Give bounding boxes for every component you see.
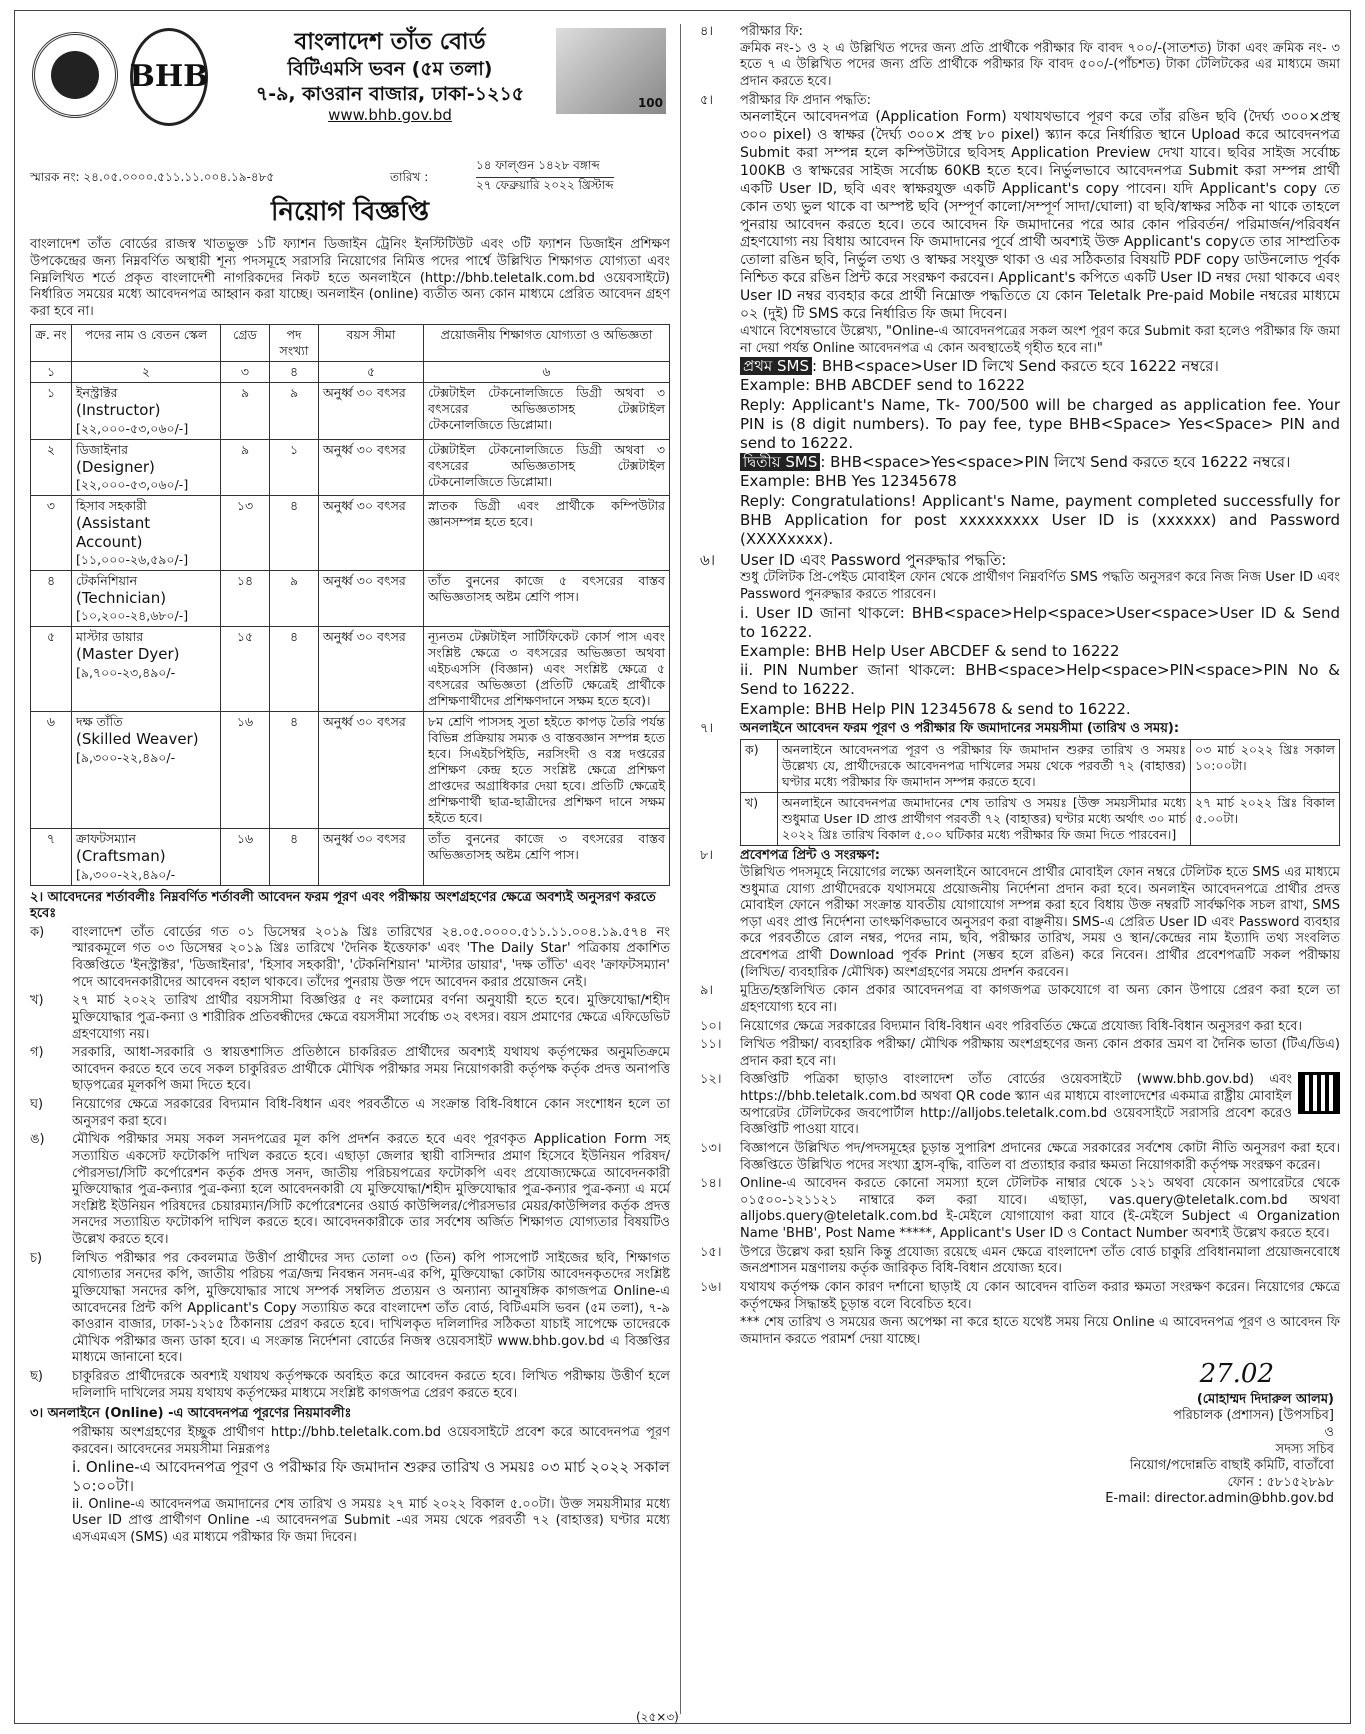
condition-text: ২৭ মার্চ ২০২২ তারিখ প্রার্থীর বয়সসীমা বিজ্ঞপ্তির ৫ নং কলামের বর্ণনা অনুযায়ী হতে হবে। মুক্তিযোদ্ধা/শহীদ মুক্তিযোদ্ধার পুত্র-কন্যা ও শারীরিক প্রতিবন্ধীদের ক্ষেত্রে বয়সসীমা সর্বোচ্চ ৩২ বৎসর। বয়স প্রমাণের ক্ষেত্রে এফিডেভিট গ্রহণযোগ্য নয়।: [72, 993, 670, 1042]
cell-post: [72, 829, 221, 885]
section-number: ৮।: [700, 848, 714, 864]
section11: [700, 1037, 1340, 1070]
sms2-block: [740, 453, 1340, 472]
post-name-en: (Assistant Account): [76, 513, 151, 551]
signature-block: [700, 1358, 1340, 1508]
date-label: তারিখ :: [390, 170, 429, 184]
condition-item: [30, 1369, 670, 1402]
table-header-row: [31, 325, 670, 362]
cell-qualification: তাঁত বুননের কাজে ৫ বৎসরের বাস্তব অভিজ্ঞতাসহ অষ্টম শ্রেণি পাস।: [424, 571, 670, 627]
closing-note: *** শেষ তারিখ ও সময়ের জন্য অপেক্ষা না করে হাতে যথেষ্ট সময় নিয়ে Online এ আবেদনপত্র পূরণ ও আবেদন ফি জমাদান করতে পরামর্শ দেয়া যাচ্ছে।: [740, 1315, 1340, 1347]
post-scale: [১১,০০০-২৬,৫৯০/-]: [76, 552, 189, 568]
condition-item: [30, 993, 670, 1043]
col-header-count: পদ সংখ্যা: [270, 325, 319, 362]
section-number: ১০।: [700, 1018, 722, 1034]
signatory-email[interactable]: E-mail: director.admin@bhb.gov.bd: [1105, 1491, 1334, 1507]
condition-item: [30, 925, 670, 992]
post-name-en: (Craftsman): [76, 847, 166, 866]
condition-text: চাকুরিরত প্রার্থীদেরকে অবশ্যই যথাযথ কর্তৃপক্ষকে অবহিত করে আবেদন করতে হবে। লিখিত পরীক্ষায় উত্তীর্ণ হলে দলিলাদি দাখিলের সময় যথাযথ কর্তৃপক্ষের মাধ্যমে সংশ্লিষ্ট কাগজপত্র প্রেরণ করতে হবে।: [72, 1369, 670, 1401]
sms2-reply: Reply: Congratulations! Applicant's Name, payment completed successfully for BHB Application for post xxxxxxxxx User ID is (xxxxxx) and Password (XXXXxxxx).: [740, 491, 1340, 548]
post-scale: [২২,০০০-৫৩,০৬০/-]: [76, 476, 189, 492]
condition-number: ছ): [30, 1369, 43, 1385]
cell-count: ৪: [270, 829, 319, 885]
sms1-text: : BHB<space>User ID লিখে Send করতে হবে 16222 নম্বরে।: [812, 357, 1219, 376]
section5-heading: পরীক্ষার ফি প্রদান পদ্ধতি:: [740, 92, 872, 108]
signatory-role: সদস্য সচিব: [1275, 1441, 1334, 1457]
signatory-committee: নিয়োগ/পদোন্নতি বাছাই কমিটি, বাতাঁবো: [1129, 1458, 1334, 1474]
condition-text: নিয়োগের ক্ষেত্রে সরকারের বিদ্যমান বিধি-বিধান এবং পরবর্তীতে এ সংক্রান্ত বিধি-বিধানে কোন সংশোধন হলে তা অনুসরণ করা হবে।: [72, 1097, 670, 1129]
post-scale: [১০,২০০-২৪,৬৮০/-]: [76, 608, 189, 624]
date-gregorian: ২৭ ফেব্রুয়ারি ২০২২ খ্রিস্টাব্দ: [476, 178, 614, 192]
index-cell: ১: [31, 362, 72, 383]
section11-text: লিখিত পরীক্ষা/ ব্যবহারিক পরীক্ষা/ মৌখিক পরীক্ষায় অংশগ্রহণের জন্য কোন প্রকার ভ্রমণ বা দৈনিক ভাতা (টিএ/ডিএ) প্রদান করা হবে না।: [740, 1037, 1340, 1069]
table-row: [31, 383, 670, 439]
section8: [700, 848, 1340, 981]
condition-item: [30, 1097, 670, 1130]
timeline-row: [741, 793, 1340, 846]
cell-post: [72, 571, 221, 627]
cell-serial: ১: [31, 383, 72, 439]
section2-items: [30, 925, 670, 1403]
cell-age: অনুর্ধ্ব ৩০ বৎসর: [319, 571, 424, 627]
cell-grade: ১৬: [221, 712, 270, 829]
post-name-en: (Technician): [76, 589, 167, 608]
section3-intro: পরীক্ষায় অংশগ্রহণের ইচ্ছুক প্রার্থীগণ http://bhb.teletalk.com.bd ওয়েবসাইটে প্রবেশ করে আবেদনপত্র পূরণ করবেন। আবেদনের সময়সীমা নিম্নরূপঃ: [72, 1424, 670, 1457]
section6: [700, 551, 1340, 719]
cell-age: অনুর্ধ্ব ৩০ বৎসর: [319, 712, 424, 829]
sms1-example: Example: BHB ABCDEF send to 16222: [740, 376, 1026, 395]
intro-paragraph: বাংলাদেশ তাঁত বোর্ডের রাজস্ব খাতভুক্ত ১টি ফ্যাশন ডিজাইন ট্রেনিং ইনস্টিটিউট এবং ৩টি ফ্যাশন ডিজাইন প্রশিক্ষণ উপকেন্দ্রের জন্য নিম্নবর্ণিত অস্থায়ী শূন্য পদসমূহে সরাসরি নিয়োগের নিমিত্ত পদের পার্শ্বে উল্লিখিত শিক্ষাগত যোগ্যতা এবং নিম্নলিখিত শর্তে প্রকৃত বাংলাদেশী নাগরিকদের নিকট হতে অনলাইনে (http://bhb.teletalk.com.bd ওয়েবসাইটে) নির্ধারিত সময়ের মধ্যে আবেদনপত্র আহ্বান করা যাচ্ছে। অনলাইন (online) ব্যতীত অন্য কোন মাধ্যমে প্রেরিত আবেদন গ্রহণ করা হবে না।: [30, 237, 670, 319]
section14-text: Online-এ আবেদন করতে কোনো সমস্যা হলে টেলিটক নাম্বার থেকে ১২১ অথবা যেকোন অপারেটরে থেকে ০১৫০০-১২১১২১ নাম্বারে কল করা যাবে। এছাড়া, vas.query@teletalk.com.bd অথবা alljobs.query@teletalk.com.bd ই-মেইলে যোগাযোগ করা যাবে (ই-মেইলে Subject এ Organization Name 'BHB', Post Name *****, Applicant's User ID ও Contact Number অবশ্যই উল্লেখ করতে হবে।: [740, 1176, 1340, 1242]
table-row: [31, 495, 670, 570]
cell-grade: ১৩: [221, 495, 270, 570]
col-header-post: পদের নাম ও বেতন স্কেল: [72, 325, 221, 362]
section7: [700, 721, 1340, 847]
cell-qualification: তাঁত বুননের কাজে ৩ বৎসরের বাস্তব অভিজ্ঞতাসহ অষ্টম শ্রেণি পাস।: [424, 829, 670, 885]
post-scale: [৯,৩০০-২২,৪৯০/-: [76, 866, 176, 882]
section9: [700, 983, 1340, 1016]
section-number: ১১।: [700, 1037, 722, 1053]
section3-heading: ৩। অনলাইনে (Online) -এ আবেদনপত্র পূরণের নিয়মাবলীঃ: [30, 1406, 352, 1422]
table-index-row: [31, 362, 670, 383]
sms2-text: : BHB<space>Yes<space>PIN লিখে Send করতে হবে 16222 নম্বরে।: [820, 453, 1291, 472]
government-seal-icon: [32, 32, 118, 118]
cell-grade: ৯: [221, 383, 270, 439]
cell-serial: ৭: [31, 829, 72, 885]
signatory-phone: ফোন : ৫৮১৫২৮৯৮: [1227, 1474, 1334, 1490]
signatory-designation: পরিচালক (প্রশাসন) [উপসচিব]: [1173, 1408, 1334, 1424]
section-number: ১৬।: [700, 1279, 722, 1295]
post-name-bn: ইনস্ট্রাক্টর: [76, 385, 118, 401]
col-header-grade: গ্রেড: [221, 325, 270, 362]
footer-code: (২৫×৩): [636, 1710, 679, 1724]
signature-scrawl: 27.02: [1199, 1359, 1274, 1390]
condition-text: বাংলাদেশ তাঁত বোর্ডের গত ০১ ডিসেম্বর ২০১৯ খ্রিঃ তারিখের ২৪.০৫.০০০০.৫১১.১১.০০৪.১৯.৫৭৪ নং স্মারকমূলে গত ০৩ ডিসেম্বর ২০১৯ খ্রিঃ তারিখে 'দৈনিক ইত্তেফাক' এবং 'The Daily Star' পত্রিকায় প্রকাশিত বিজ্ঞপ্তিতে 'ইনস্ট্রাক্টর', 'ডিজাইনার', 'হিসাব সহকারী', 'টেকনিশিয়ান' 'মাস্টার ডায়ার', 'দক্ষ তাঁতি' এবং 'ক্রাফটসম্যান' পদে আবেদনকারীদের আবেদন বহাল থাকবে। তাঁদের পুনরায় উক্ত পদে আবেদন করার প্রয়োজন নেই।: [72, 924, 670, 990]
section3-end: ii. Online-এ আবেদনপত্র জমাদানের শেষ তারিখ ও সময়ঃ ২৭ মার্চ ২০২২ বিকাল ৫.০০টা। উক্ত সময়সীমার মধ্যে User ID প্রাপ্ত প্রার্থীগণ Online -এ আবেদনপত্র Submit -এর সময় থেকে পরবর্তী ৭২ (বাহাত্তর) ঘণ্টার মধ্যে এসএমএস (SMS) এর মাধ্যমে পরীক্ষার ফি জমা দিবেন।: [72, 1496, 670, 1545]
condition-text: সরকারি, আধা-সরকারি ও স্বায়ত্তশাসিত প্রতিষ্ঠানে চাকরিরত প্রার্থীদের অবশ্যই যথাযথ কর্তৃপক্ষের অনুমতিক্রমে আবেদন করতে হবে তবে সকল চাকুরিরত প্রার্থীকে মৌখিক পরীক্ষার সময় নিয়োগকারী কর্তৃপক্ষ কর্তৃক প্রদত্ত অনাপত্তি ছাড়পত্রের মূলকপি জমা দিতে হবে।: [72, 1045, 670, 1094]
cell-serial: ৩: [31, 495, 72, 570]
left-column: [30, 28, 670, 1548]
cell-age: অনুর্ধ্ব ৩০ বৎসর: [319, 627, 424, 712]
condition-number: চ): [30, 1250, 43, 1266]
condition-number: ক): [30, 924, 45, 940]
cell-count: ৪: [270, 627, 319, 712]
section12: [700, 1072, 1340, 1139]
section-number: ৭।: [700, 720, 714, 736]
post-name-bn: হিসাব সহকারী: [76, 497, 147, 513]
cell-qualification: ন্যূনতম টেক্সটাইল সার্টিফিকেট কোর্স পাস এবং সংশ্লিষ্ট ক্ষেত্রে ৩ বৎসরের অভিজ্ঞতা অথবা এইচএসসি (বিজ্ঞান) এবং সংশ্লিষ্ট ক্ষেত্রে ৫ বৎসরের অভিজ্ঞতা (প্রতিটি ক্ষেত্রেই প্রার্থীকে প্রশিক্ষণার্থীদের প্রশিক্ষণদানে সক্ষম হতে হবে)।: [424, 627, 670, 712]
post-scale: [৯,৩০০-২২,৪৯০/-: [76, 749, 176, 765]
section5-text: অনলাইনে আবেদনপত্র (Application Form) যথাযথভাবে পূরণ করে তাঁর রঙিন ছবি (দৈর্ঘ্য ৩০০×প্রস্থ ৩০০ pixel) ও স্বাক্ষর (দৈর্ঘ্য ৩০০× প্রস্থ ৮০ pixel) স্ক্যান করে নির্ধারিত স্থানে Upload করে আবেদনপত্র Submit করা সম্পন্ন হলে কম্পিউটারে ছবিসহ Application Preview দেখা যাবে। ছবির সাইজ সর্বোচ্চ 100KB ও স্বাক্ষরের সাইজ সর্বোচ্চ 60KB হতে হবে। নির্ভুলভাবে আবেদনপত্র Submit করা সম্পন্ন প্রার্থী একটি User ID, ছবি এবং স্বাক্ষরযুক্ত একটি Applicant's copy পাবেন। যদি Applicant's copy তে কোন তথ্য ভুল থাকে বা অস্পষ্ট ছবি (সম্পূর্ণ কালো/সম্পূর্ণ সাদা/ঘোলা) বা ছবি/স্বাক্ষর সঠিক না থাকে তাহলে পুনরায় আবেদন করতে হবে। তবে আবেদন ফি জমাদানের পরে আর কোন পরিবর্তন/ পরিমার্জন/পরিবর্ধন গ্রহণযোগ্য নয় বিধায় আবেদন ফি জমাদানের পূর্বে প্রার্থী অবশ্যই উক্ত Applicant's copyতে তার সাম্প্রতিক তোলা রঙিন ছবি, নির্ভুল তথ্য ও স্বাক্ষর সংযুক্ত থাকা ও এর সঠিকতার বিষয়টি PDF copy ডাউনলোড পূর্বক নিশ্চিত করে রঙিন প্রিন্ট করে সংরক্ষণ করবেন। Applicant's কপিতে একটি User ID নম্বর দেয়া থাকবে এবং User ID নম্বর ব্যবহার করে প্রার্থী নিম্নোক্ত পদ্ধতিতে যে কোন Teletalk Pre-paid Mobile নম্বরের মাধ্যমে ০২ (দুই) টি SMS করে নির্ধারিত ফি জমা দিবেন।: [740, 109, 1340, 323]
section6-i-example: Example: BHB Help User ABCDEF & send to 16222: [740, 641, 1120, 660]
post-name-bn: দক্ষ তাঁতি: [76, 714, 123, 730]
section-number: ৬।: [700, 551, 716, 570]
section13: [700, 1141, 1340, 1174]
posts-table: [30, 324, 670, 885]
cell-count: ১: [270, 439, 319, 495]
index-cell: ৩: [221, 362, 270, 383]
index-cell: ৬: [424, 362, 670, 383]
section-number: ৪।: [700, 24, 714, 39]
cell-count: ৪: [270, 712, 319, 829]
section5: [700, 93, 1340, 550]
cell-post: [72, 439, 221, 495]
cell-post: [72, 495, 221, 570]
qr-code-icon[interactable]: [1298, 1072, 1340, 1114]
section4-heading: পরীক্ষার ফি:: [740, 24, 803, 39]
org-name: বাংলাদেশ তাঁত বোর্ড: [294, 29, 486, 55]
cell-age: অনুর্ধ্ব ৩০ বৎসর: [319, 383, 424, 439]
section9-text: মুদ্রিত/হস্তলিখিত কোন প্রকার আবেদনপত্র বা কাগজপত্র ডাকযোগে বা অন্য কোন উপায়ে প্রেরণ করা হলে তা গ্রহণযোগ্য হবে না।: [740, 983, 1340, 1015]
section16-text: যথাযথ কর্তৃপক্ষ কোন কারণ দর্শানো ছাড়াই যে কোন আবেদন বাতিল করার ক্ষমতা সংরক্ষণ করেন। নিয়োগের ক্ষেত্রে কর্তৃপক্ষের সিদ্ধান্তই চূড়ান্ত বলে বিবেচিত হবে।: [740, 1279, 1340, 1312]
index-cell: ৪: [270, 362, 319, 383]
section8-text: উল্লিখিত পদসমূহে নিয়োগের লক্ষ্যে অনলাইনে আবেদনে প্রার্থীর মোবাইল ফোন নম্বরে টেলিটক হতে SMS এর মাধ্যমে শুধুমাত্র যোগ্য প্রার্থীদেরকে যথাসময়ে প্রয়োজনীয় নির্দেশনা প্রদান করা হবে। অনলাইন আবেদনপত্রে প্রার্থীর প্রদত্ত মোবাইল ফোনে পরীক্ষা সংক্রান্ত যাবতীয় যোগাযোগ সম্পন্ন করা হবে বিধায় উক্ত নম্বরটি সার্বক্ষণিক সচল রাখা, SMS পড়া এবং প্রাপ্ত নির্দেশনা তাৎক্ষণিকভাবে অনুসরণ করা বাঞ্ছনীয়। SMS-এ প্রেরিত User ID এবং Password ব্যবহার করে পরবর্তীতে রোল নম্বর, পদের নাম, ছবি, পরীক্ষার তারিখ, সময় ও স্থান/কেন্দ্রের নাম ইত্যাদি তথ্য সংবলিত প্রবেশপত্র প্রার্থী Download পূর্বক Print (সম্ভব হলে রঙিন) করে নিবেন। প্রার্থীর প্রবেশপত্রটি সকল পরীক্ষায় (লিখিত/ ব্যবহারিক /মৌখিক) অংশগ্রহণের সময়ে প্রদর্শন করবেন।: [740, 864, 1340, 980]
section5-note: এখানে বিশেষভাবে উল্লেখ্য, "Online-এ আবেদনপত্রের সকল অংশ পূরণ করে Submit করা হলেও পরীক্ষার ফি জমা না দেয়া পর্যন্ত Online আবেদনপত্র এ কোন অবস্থাতেই গৃহীত হবে না।": [740, 324, 1340, 356]
condition-number: গ): [30, 1045, 44, 1061]
condition-text: লিখিত পরীক্ষার পর কেবলমাত্র উত্তীর্ণ প্রার্থীদের সদ্য তোলা ০৩ (তিন) কপি পাসপোর্ট সাইজের ছবি, শিক্ষাগত যোগ্যতার সনদের কপি, জাতীয় পরিচয় পত্র/জন্ম নিবন্ধন সনদ-এর কপি, মুক্তিযোদ্ধা কোটায় আবেদনকৃতদের সংশ্লিষ্ট মুক্তিযোদ্ধা সনদের কপি, মুক্তিযোদ্ধার সাথে সম্পর্ক সম্বলিত প্রত্যয়ন ও অন্যান্য আনুষঙ্গিক কাগজপত্র Online-এ আবেদনের প্রিন্ট কপি Applicant's Copy সত্যায়িত করে বাংলাদেশ তাঁত বোর্ড, বিটিএমসি ভবন (৫ম তলা), ৭-৯ কাওরান বাজার, ঢাকা-১২১৫ ঠিকানায় প্রেরণ করতে হবে। দাখিলকৃত দলিলাদির সঠিকতা যাচাই সাপেক্ষে তাদেরকে মৌখিক পরীক্ষার জন্য ডাকা হবে। এ সংক্রান্ত নির্দেশনা বোর্ডের নিজস্ব ওয়েবসাইট www.bhb.gov.bd এ বিজ্ঞপ্তির মাধ্যমে জানানো হবে।: [72, 1250, 670, 1366]
table-row: [31, 829, 670, 885]
cell-qualification: টেক্সটাইল টেকনোলজিতে ডিগ্রী অথবা ৩ বৎসরের অভিজ্ঞতাসহ টেক্সটাইল টেকনোলজিতে ডিপ্লোমা।: [424, 439, 670, 495]
cell-count: ৯: [270, 571, 319, 627]
condition-item: [30, 1132, 670, 1248]
table-row: [31, 712, 670, 829]
timeline-text: অনলাইনে আবেদনপত্র জমাদানের শেষ তারিখ ও সময়ঃ [উক্ত সময়সীমার মধ্যে শুধুমাত্র User ID প্রাপ্ত প্রার্থীগণ পরবর্তী ৭২ (বাহাত্তর) ঘণ্টার মধ্যে অর্থাৎ ৩০ মার্চ ২০২২ খ্রিঃ তারিখ বিকাল ৫.০০ ঘটিকার মধ্যে পরীক্ষার ফি জমা দিতে পারবেন।]: [778, 793, 1191, 846]
post-scale: [২২,০০০-৫৩,০৬০/-]: [76, 420, 189, 436]
condition-number: ঙ): [30, 1132, 45, 1148]
cell-grade: ৯: [221, 439, 270, 495]
sms1-block: [740, 357, 1340, 376]
timeline-table: [740, 739, 1340, 846]
cell-qualification: ৮ম শ্রেণি পাসসহ সুতা হইতে কাপড় তৈরি পর্যন্ত বিভিন্ন প্রক্রিয়ায় সম্যক ও বাস্তবজ্ঞান সম্পন্ন হতে হবে। সিএইচপিইডি, নরসিংদী ও বস্ত্র দপ্তরের প্রশিক্ষণ কেন্দ্র হতে সংশ্লিষ্ট ক্ষেত্রে প্রশিক্ষণ প্রাপ্তদের অগ্রাধিকার দেয়া হবে। প্রতিটি ক্ষেত্রেই প্রশিক্ষণার্থী ছাত্র-ছাত্রীদের প্রশিক্ষণ দানে সক্ষম হইতে হবে।: [424, 712, 670, 829]
section-number: ৯।: [700, 983, 714, 999]
org-address: ৭-৯, কাওরান বাজার, ঢাকা-১২১৫: [255, 82, 525, 105]
section-number: ৫।: [700, 92, 714, 108]
section10-text: নিয়োগের ক্ষেত্রে সরকারের বিদ্যমান বিধি-বিধান এবং পরিবর্তিত ক্ষেত্রে প্রযোজ্য বিধি-বিধান অনুসরণ করা হবে।: [740, 1018, 1303, 1034]
right-column: [700, 22, 1340, 1508]
section-number: ১৫।: [700, 1244, 722, 1260]
condition-text: মৌখিক পরীক্ষার সময় সকল সনদপত্রের মূল কপি প্রদর্শন করতে হবে এবং পূরণকৃত Application Form সহ সত্যায়িত একসেট ফটোকপি দাখিল করতে হবে। এছাড়া জেলার স্থায়ী বাসিন্দার প্রমাণ হিসেবে ইউনিয়ন পরিষদ/পৌরসভা/সিটি কর্পোরেশন কর্তৃক প্রদত্ত সনদ, জাতীয় পরিচয়পত্রের ফটোকপি এবং প্রযোজ্যক্ষেত্রে আবেদনকারী মুক্তিযোদ্ধার পুত্র-কন্যার পুত্র-কন্যা হলে আবেদনকারী যে মুক্তিযোদ্ধা/শহীদ মুক্তিযোদ্ধার পুত্র-কন্যার পুত্র-কন্যা এ মর্মে সংশ্লিষ্ট ইউনিয়ন পরিষদের চেয়ারম্যান/সিটি কর্পোরেশনের ওয়ার্ড কাউন্সিলর/পৌরসভার মেয়র/কাউন্সিলর কর্তৃক প্রদত্ত সনদের সত্যায়িত ফটোকপি দাখিল করতে হবে। আবেদনকারীকে তার সর্বশেষ অর্জিত শিক্ষাগত যোগ্যতার বিষয়টিও উল্লেখ করতে হবে।: [72, 1132, 670, 1248]
cell-grade: ১৪: [221, 571, 270, 627]
cell-age: অনুর্ধ্ব ৩০ বৎসর: [319, 495, 424, 570]
date-bengali: ১৪ ফাল্গুন ১৪২৮ বঙ্গাব্দ: [476, 158, 600, 172]
index-cell: ২: [72, 362, 221, 383]
timeline-key: ক): [741, 740, 778, 793]
cell-post: [72, 383, 221, 439]
section4: [700, 24, 1340, 91]
section15: [700, 1245, 1340, 1278]
memo-ref: স্মারক নং: ২৪.০৫.০০০০.৫১১.১১.০০৪.১৯-৪৮৫: [30, 170, 275, 184]
table-row: [31, 439, 670, 495]
notice-title: নিয়োগ বিজ্ঞপ্তি: [271, 197, 429, 227]
section6-ii: ii. PIN Number জানা থাকলে: BHB<space>Help<space>PIN<space>PIN No & Send to 16222.: [740, 661, 1340, 699]
bhb-logo-icon: BHB: [130, 28, 208, 126]
cell-post: [72, 712, 221, 829]
table-row: [31, 627, 670, 712]
cell-grade: ১৫: [221, 627, 270, 712]
post-name-bn: মাস্টার ডায়ার: [76, 629, 144, 645]
sms2-tag: দ্বিতীয় SMS: [740, 453, 820, 471]
organization-block: [230, 28, 550, 125]
signatory-name: (মোহাম্মদ দিদারুল আলম): [1196, 1391, 1334, 1407]
section6-i: i. User ID জানা থাকলে: BHB<space>Help<space>User<space>User ID & Send to 16222.: [740, 603, 1340, 641]
sms2-example: Example: BHB Yes 12345678: [740, 472, 957, 491]
condition-item: [30, 1045, 670, 1095]
section12-text: বিজ্ঞপ্তিটি পত্রিকা ছাড়াও বাংলাদেশ তাঁত বোর্ডের ওয়েবসাইটে (www.bhb.gov.bd) এবং https://bhb.teletalk.com.bd অথবা QR code স্ক্যান এর মাধ্যমে বাংলাদেশের একমাত্র রাষ্ট্রীয় মোবাইল অপারেটর টেলিটকের জবপোর্টাল http://alljobs.teletalk.com.bd ওয়েবসাইটে সরাসরি প্রবেশ করেও বিজ্ঞপ্তিটি পাওয়া যাবে।: [740, 1072, 1292, 1138]
cell-qualification: স্নাতক ডিগ্রী এবং প্রার্থীকে কম্পিউটার জ্ঞানসম্পন্ন হতে হবে।: [424, 495, 670, 570]
post-name-en: (Master Dyer): [76, 645, 180, 664]
cell-count: ৯: [270, 383, 319, 439]
col-header-age: বয়স সীমা: [319, 325, 424, 362]
col-header-serial: ক্র. নং: [31, 325, 72, 362]
section6-text: শুধু টেলিটক প্রি-পেইড মোবাইল ফোন থেকে প্রার্থীগণ নিম্নবর্ণিত SMS পদ্ধতি অনুসরণ করে নিজ নিজ User ID এবং Password পুনরুদ্ধার করতে পারবেন।: [740, 570, 1340, 602]
post-name-bn: টেকনিশিয়ান: [76, 573, 138, 589]
section14: [700, 1176, 1340, 1243]
table-body: [31, 383, 670, 885]
cell-age: অনুর্ধ্ব ৩০ বৎসর: [319, 829, 424, 885]
signatory-and: ও: [1324, 1424, 1334, 1440]
sms1-tag: প্রথম SMS: [740, 357, 812, 375]
post-name-bn: ডিজাইনার: [76, 441, 129, 457]
condition-item: [30, 1251, 670, 1367]
timeline-body: [741, 740, 1340, 846]
timeline-text: অনলাইনে আবেদনপত্র পূরণ ও পরীক্ষার ফি জমাদান শুরুর তারিখ ও সময়ঃ উল্লেখ্য যে, প্রার্থীদেরকে আবেদনপত্র দাখিলের সময় থেকে পরবর্তী ৭২ (বাহাত্তর) ঘণ্টার মধ্যে পরীক্ষার ফি জমাদান সম্পন্ন করতে হবে।: [778, 740, 1191, 793]
post-name-bn: ক্রাফটসম্যান: [76, 831, 136, 847]
org-website-link[interactable]: www.bhb.gov.bd: [328, 106, 452, 125]
section-number: ১৩।: [700, 1140, 722, 1156]
section16: [700, 1280, 1340, 1313]
section7-heading: অনলাইনে আবেদন ফরম পূরণ ও পরীক্ষার ফি জমাদানের সময়সীমা (তারিখ ও সময়):: [740, 720, 1180, 736]
mujib-portrait-icon: 100: [556, 28, 666, 114]
cell-serial: ৬: [31, 712, 72, 829]
section6-ii-example: Example: BHB Help PIN 12345678 & send to 16222.: [740, 699, 1131, 718]
section3-body: [30, 1425, 670, 1547]
section-number: ১২।: [700, 1072, 722, 1088]
table-row: [31, 571, 670, 627]
section10: [700, 1019, 1340, 1036]
column-divider: [680, 24, 681, 1714]
cell-age: অনুর্ধ্ব ৩০ বৎসর: [319, 439, 424, 495]
timeline-date: ২৭ মার্চ ২০২২ খ্রিঃ বিকাল ৫.০০টা।: [1191, 793, 1340, 846]
cell-post: [72, 627, 221, 712]
section13-text: বিজ্ঞাপনে উল্লিখিত পদ/পদসমূহের চূড়ান্ত সুপারিশ প্রদানের ক্ষেত্রে সরকারের সর্বশেষ কোটা নীতি অনুসরণ করা হবে। বিজ্ঞপ্তিতে উল্লিখিত পদের সংখ্যা হ্রাস-বৃদ্ধি, বাতিল বা প্রত্যাহার করার ক্ষমতা নিয়োগকারী কর্তৃপক্ষ সংরক্ষণ করেন।: [740, 1140, 1340, 1173]
timeline-date: ০৩ মার্চ ২০২২ খ্রিঃ সকাল ১০:০০টা।: [1191, 740, 1340, 793]
cell-serial: ৪: [31, 571, 72, 627]
cell-grade: ১৬: [221, 829, 270, 885]
section3-start: i. Online-এ আবেদনপত্র পূরণ ও পরীক্ষার ফি জমাদান শুরুর তারিখ ও সময়ঃ ০৩ মার্চ ২০২২ সকাল ১০:০০টা।: [72, 1458, 670, 1496]
section2-heading: ২। আবেদনের শর্তাবলীঃ নিম্নবর্ণিত শর্তাবলী আবেদন ফরম পূরণ এবং পরীক্ষায় অংশগ্রহণের ক্ষেত্রে অবশ্যই অনুসরণ করতে হবেঃ: [30, 889, 656, 922]
section-number: ১৪।: [700, 1176, 722, 1192]
letterhead: [30, 28, 670, 158]
post-name-en: (Designer): [76, 457, 155, 476]
section4-text: ক্রমিক নং-১ ও ২ এ উল্লিখিত পদের জন্য প্রতি প্রার্থীকে পরীক্ষার ফি বাবদ ৭০০/-(সাতশত) টাকা এবং ক্রমিক নং- ৩ হতে ৭ এ উল্লিখিত পদের জন্য প্রতি প্রার্থীকে পরীক্ষার ফি বাবদ ৫০০/-(পাঁচশত) টাকা টেলিটকের এর মাধ্যমে জমা প্রদান করতে হবে।: [740, 40, 1340, 89]
post-scale: [৯,৭০০-২৩,৪৯০/-: [76, 664, 176, 680]
memo-line: [30, 158, 670, 192]
cell-serial: ৫: [31, 627, 72, 712]
cell-qualification: টেক্সটাইল টেকনোলজিতে ডিগ্রী অথবা ৩ বৎসরের অভিজ্ঞতাসহ টেক্সটাইল টেকনোলজিতে ডিপ্লোমা।: [424, 383, 670, 439]
post-name-en: (Skilled Weaver): [76, 730, 199, 749]
cell-serial: ২: [31, 439, 72, 495]
timeline-key: খ): [741, 793, 778, 846]
sms1-reply: Reply: Applicant's Name, Tk- 700/500 will be charged as application fee. Your PIN is (8 digit numbers). To pay fee, type BHB<Space> Yes<Space> PIN and send to 16222.: [740, 395, 1340, 452]
timeline-row: [741, 740, 1340, 793]
org-building: বিটিএমসি ভবন (৫ম তলা): [287, 58, 493, 81]
cell-count: ৪: [270, 495, 319, 570]
post-name-en: (Instructor): [76, 401, 161, 420]
section15-text: উপরে উল্লেখ করা হয়নি কিন্তু প্রযোজ্য রয়েছে এমন ক্ষেত্রে বাংলাদেশ তাঁত বোর্ড চাকুরি প্রবিধানমালা প্রয়োজনবোধে জনপ্রশাসন মন্ত্রণালয় কর্তৃক জারিকৃত বিধি-বিধান প্রযোজ্য হবে।: [740, 1244, 1340, 1277]
condition-number: খ): [30, 993, 44, 1009]
condition-number: ঘ): [30, 1097, 44, 1113]
section8-heading: প্রবেশপত্র প্রিন্ট ও সংরক্ষণ:: [740, 848, 880, 864]
col-header-qualification: প্রয়োজনীয় শিক্ষাগত যোগ্যতা ও অভিজ্ঞতা: [424, 325, 670, 362]
index-cell: ৫: [319, 362, 424, 383]
section6-heading: User ID এবং Password পুনরুদ্ধার পদ্ধতি:: [740, 551, 1007, 570]
